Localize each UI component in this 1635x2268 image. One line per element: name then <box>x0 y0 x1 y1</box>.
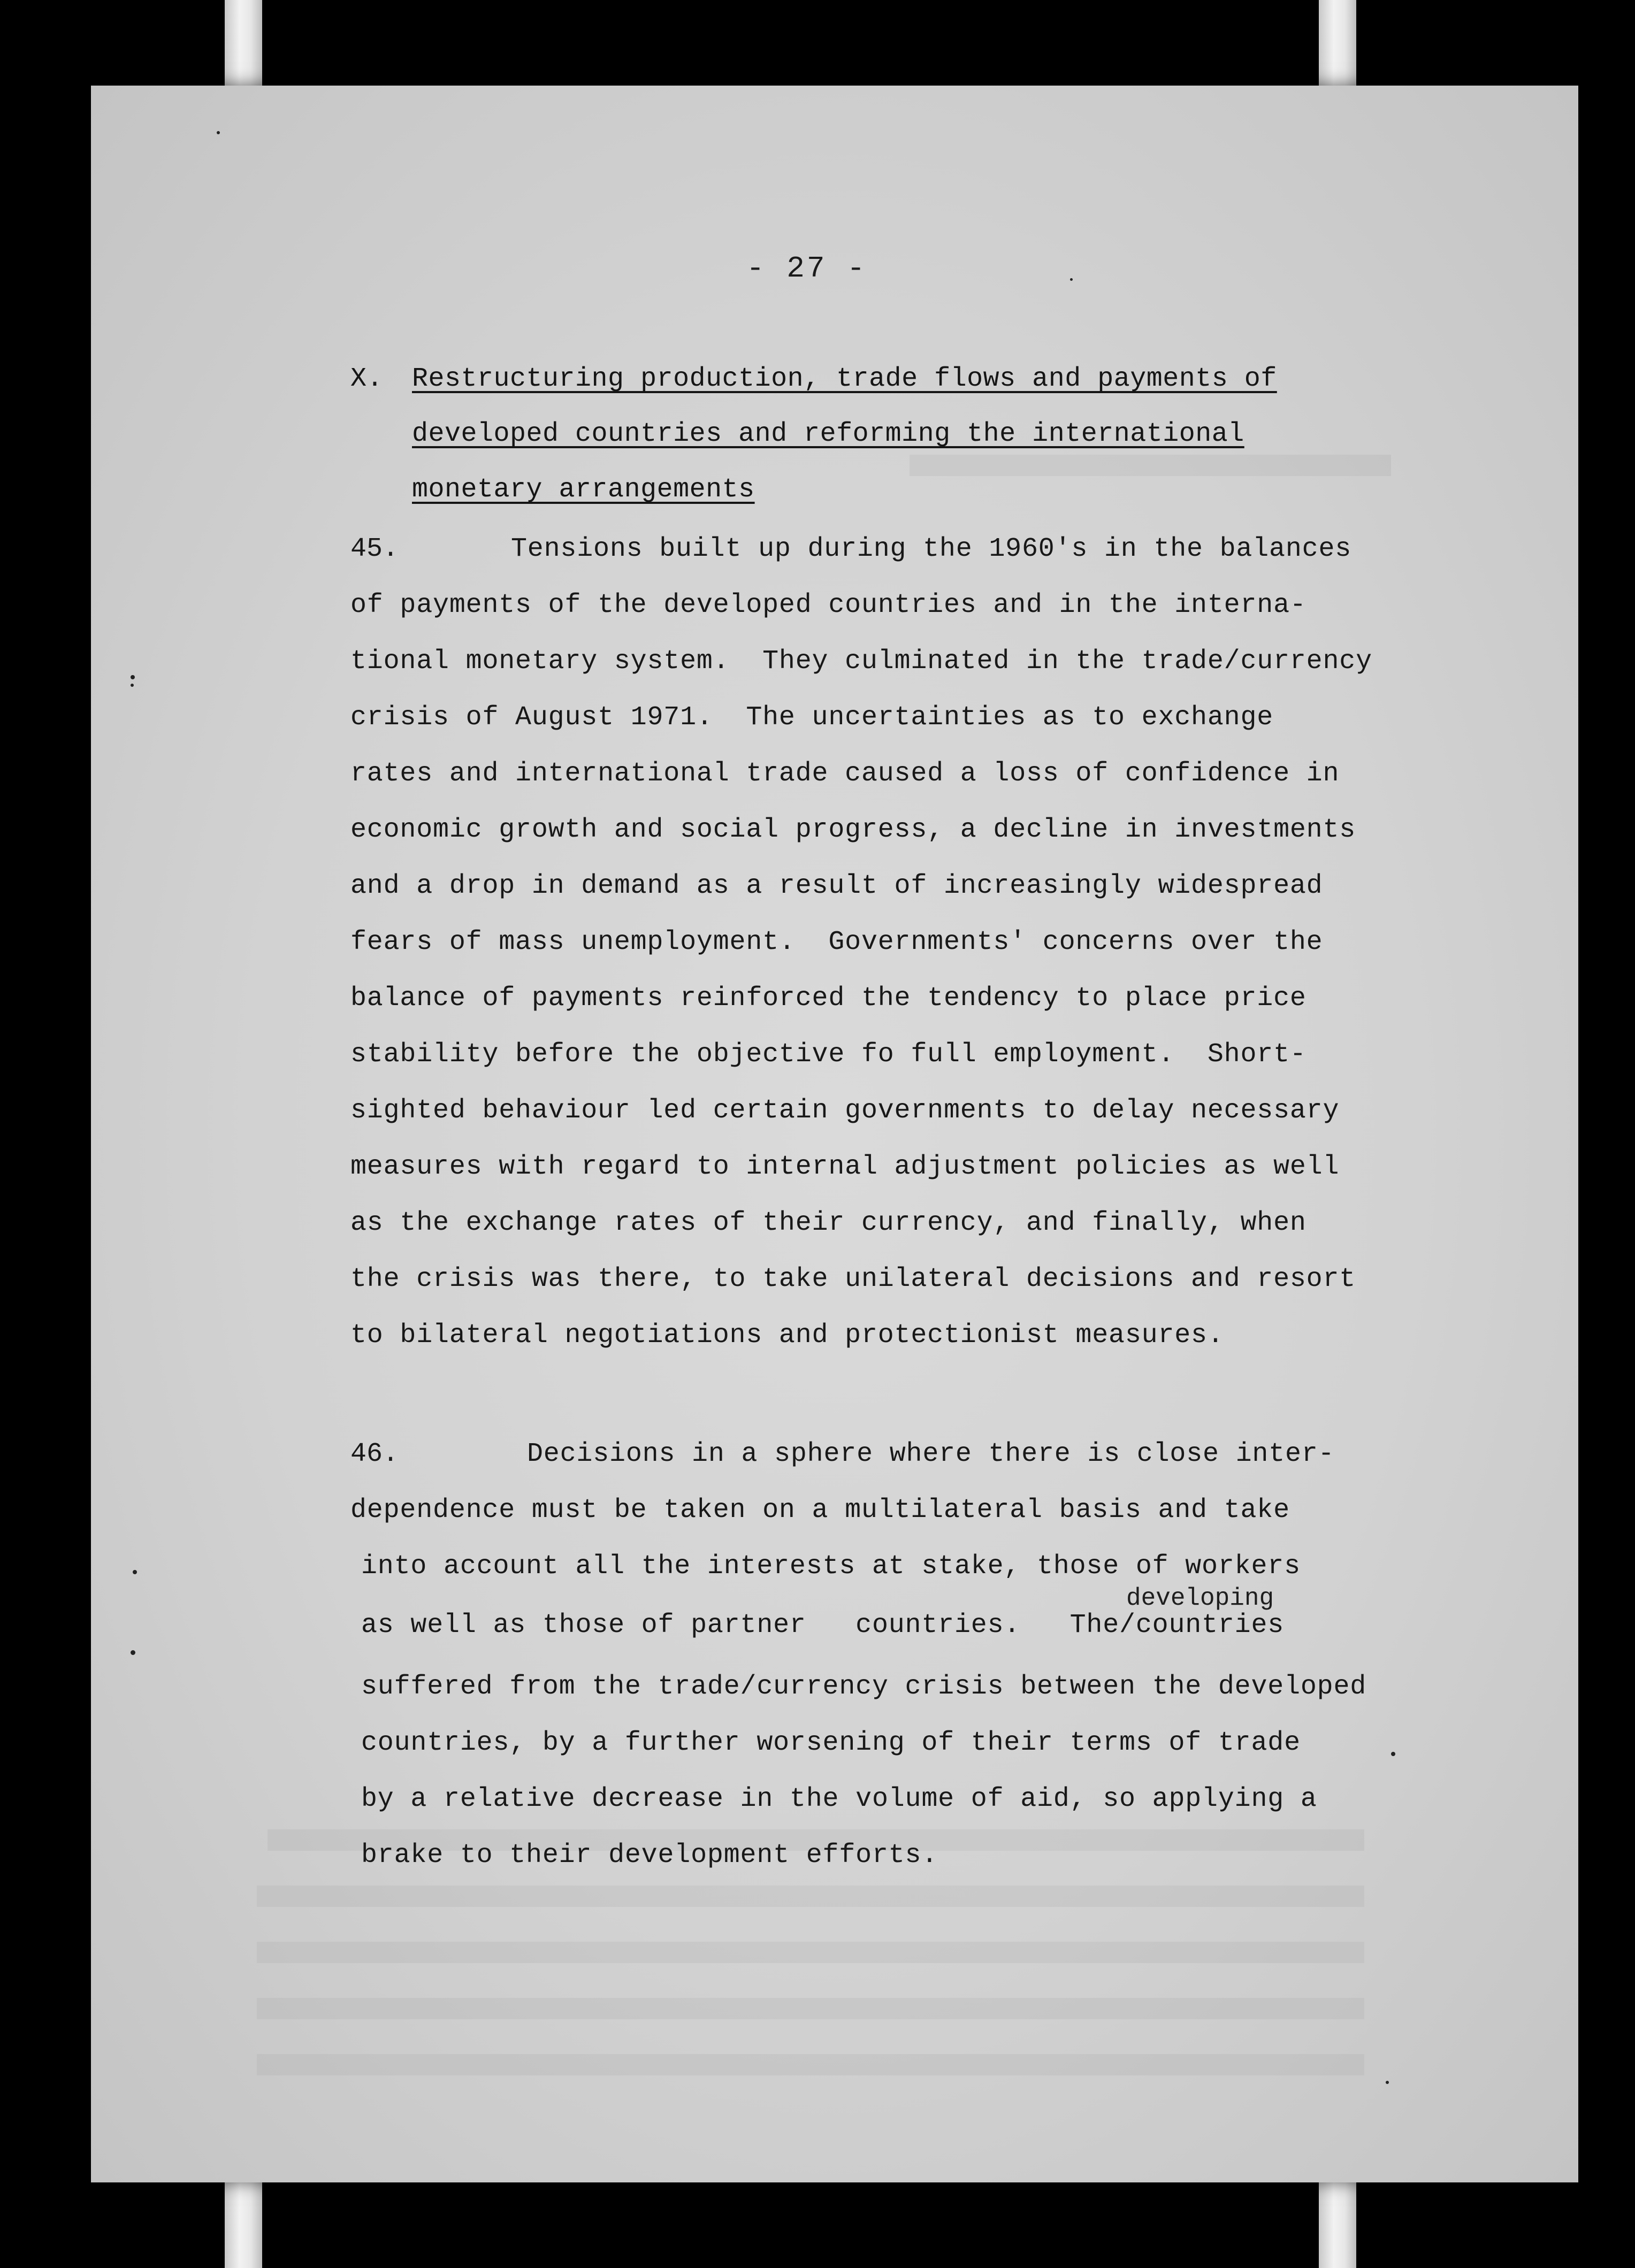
scan-speck <box>131 675 135 679</box>
show-through-3 <box>257 1886 1364 1907</box>
section-heading-line-2 <box>412 419 1244 449</box>
show-through-6 <box>257 2054 1364 2075</box>
scan-speck <box>133 1570 137 1574</box>
para45-line: stability before the objective fo full employment. Short- <box>350 1039 1307 1070</box>
para46-line: by a relative decrease in the volume of aid, so applying a <box>361 1784 1317 1814</box>
page-number: - 27 - <box>746 251 867 286</box>
para46-line: Decisions in a sphere where there is close inter- <box>527 1439 1335 1469</box>
heading-text-3: monetary arrangements <box>412 474 755 505</box>
para45-line: Tensions built up during the 1960's in the balances <box>511 534 1352 564</box>
para46-line: brake to their development efforts. <box>361 1840 938 1871</box>
para46-line: dependence must be taken on a multilateral basis and take <box>350 1495 1290 1526</box>
heading-text-2: developed countries and reforming the international <box>412 419 1244 449</box>
scan-speck <box>217 131 220 134</box>
para45-line: measures with regard to internal adjustment policies as well <box>350 1152 1340 1182</box>
scan-speck <box>1070 278 1073 281</box>
para45-line: rates and international trade caused a loss of confidence in <box>350 758 1340 789</box>
scan-speck <box>131 684 134 687</box>
paragraph-number-46: 46. <box>350 1439 399 1469</box>
scan-speck <box>1386 2081 1389 2084</box>
heading-text-1: Restructuring production, trade flows and payments of <box>412 364 1277 394</box>
show-through-1 <box>910 455 1391 476</box>
handwritten-insert: developing <box>1126 1584 1274 1612</box>
show-through-4 <box>257 1942 1364 1963</box>
para45-line: and a drop in demand as a result of increasingly widespread <box>350 871 1323 901</box>
scan-speck <box>131 1650 135 1655</box>
para46-line: into account all the interests at stake, those of workers <box>361 1551 1301 1582</box>
para46-line: suffered from the trade/currency crisis between the developed <box>361 1672 1367 1702</box>
section-heading-line-3 <box>412 474 755 505</box>
para45-line: economic growth and social progress, a decline in investments <box>350 815 1356 845</box>
para45-line: of payments of the developed countries and in the interna- <box>350 590 1307 620</box>
show-through-5 <box>257 1998 1364 2019</box>
para45-line: to bilateral negotiations and protectionist measures. <box>350 1320 1224 1351</box>
para45-line: crisis of August 1971. The uncertainties as to exchange <box>350 702 1274 733</box>
para45-line: tional monetary system. They culminated in the trade/currency <box>350 646 1372 677</box>
paragraph-number-45: 45. <box>350 534 399 564</box>
para45-line: the crisis was there, to take unilateral decisions and resort <box>350 1264 1356 1294</box>
para46-line: countries, by a further worsening of their terms of trade <box>361 1728 1301 1758</box>
scan-speck <box>1391 1752 1395 1756</box>
section-heading-line-1 <box>412 364 1277 394</box>
para45-line: as the exchange rates of their currency, and finally, when <box>350 1208 1307 1238</box>
para46-line: as well as those of partner countries. The/countries <box>361 1610 1285 1641</box>
para45-line: balance of payments reinforced the tendency to place price <box>350 983 1307 1014</box>
section-marker: X. <box>350 364 384 394</box>
para45-line: fears of mass unemployment. Governments' concerns over the <box>350 927 1323 957</box>
para45-line: sighted behaviour led certain governments to delay necessary <box>350 1095 1340 1126</box>
